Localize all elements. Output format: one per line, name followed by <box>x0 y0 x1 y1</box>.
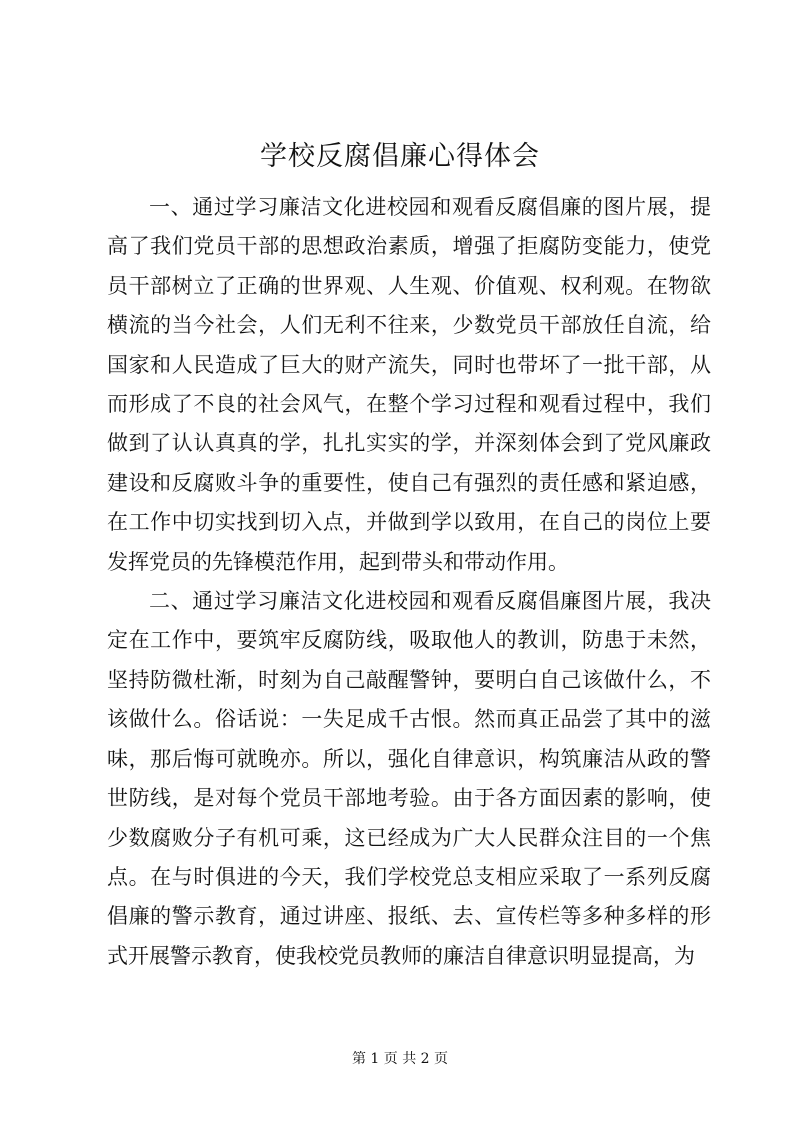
paragraph-2: 二、通过学习廉洁文化进校园和观看反腐倡廉图片展，我决定在工作中，要筑牢反腐防线，吸取他人的教训，防患于未然，坚持防微杜渐，时刻为自己敲醒警钟，要明白自己该做什么，不该做什么。俗话说：一失足成千古恨。然而真正品尝了其中的滋味，那后悔可就晚亦。所以，强化自律意识，构筑廉洁从政的警世防线，是对每个党员干部地考验。由于各方面因素的影响，使少数腐败分子有机可乘，这已经成为广大人民群众注目的一个焦点。在与时俱进的今天，我们学校党总支相应采取了一系列反腐倡廉的警示教育，通过讲座、报纸、去、宣传栏等多种多样的形式开展警示教育，使我校党员教师的廉洁自律意识明显提高，为 <box>107 589 711 968</box>
page-number-footer: 第 1 页 共 2 页 <box>351 1051 449 1067</box>
document-title: 学校反腐倡廉心得体会 <box>260 141 540 172</box>
document-body <box>107 188 711 976</box>
paragraph-1: 一、通过学习廉洁文化进校园和观看反腐倡廉的图片展，提高了我们党员干部的思想政治素质，增强了拒腐防变能力，使党员干部树立了正确的世界观、人生观、价值观、权利观。在物欲横流的当今社会，人们无利不往来，少数党员干部放任自流，给国家和人民造成了巨大的财产流失，同时也带坏了一批干部，从而形成了不良的社会风气，在整个学习过程和观看过程中，我们做到了认认真真的学，扎扎实实的学，并深刻体会到了党风廉政建设和反腐败斗争的重要性，使自己有强烈的责任感和紧迫感，在工作中切实找到切入点，并做到学以致用，在自己的岗位上要发挥党员的先锋模范作用，起到带头和带动作用。 <box>107 195 711 574</box>
